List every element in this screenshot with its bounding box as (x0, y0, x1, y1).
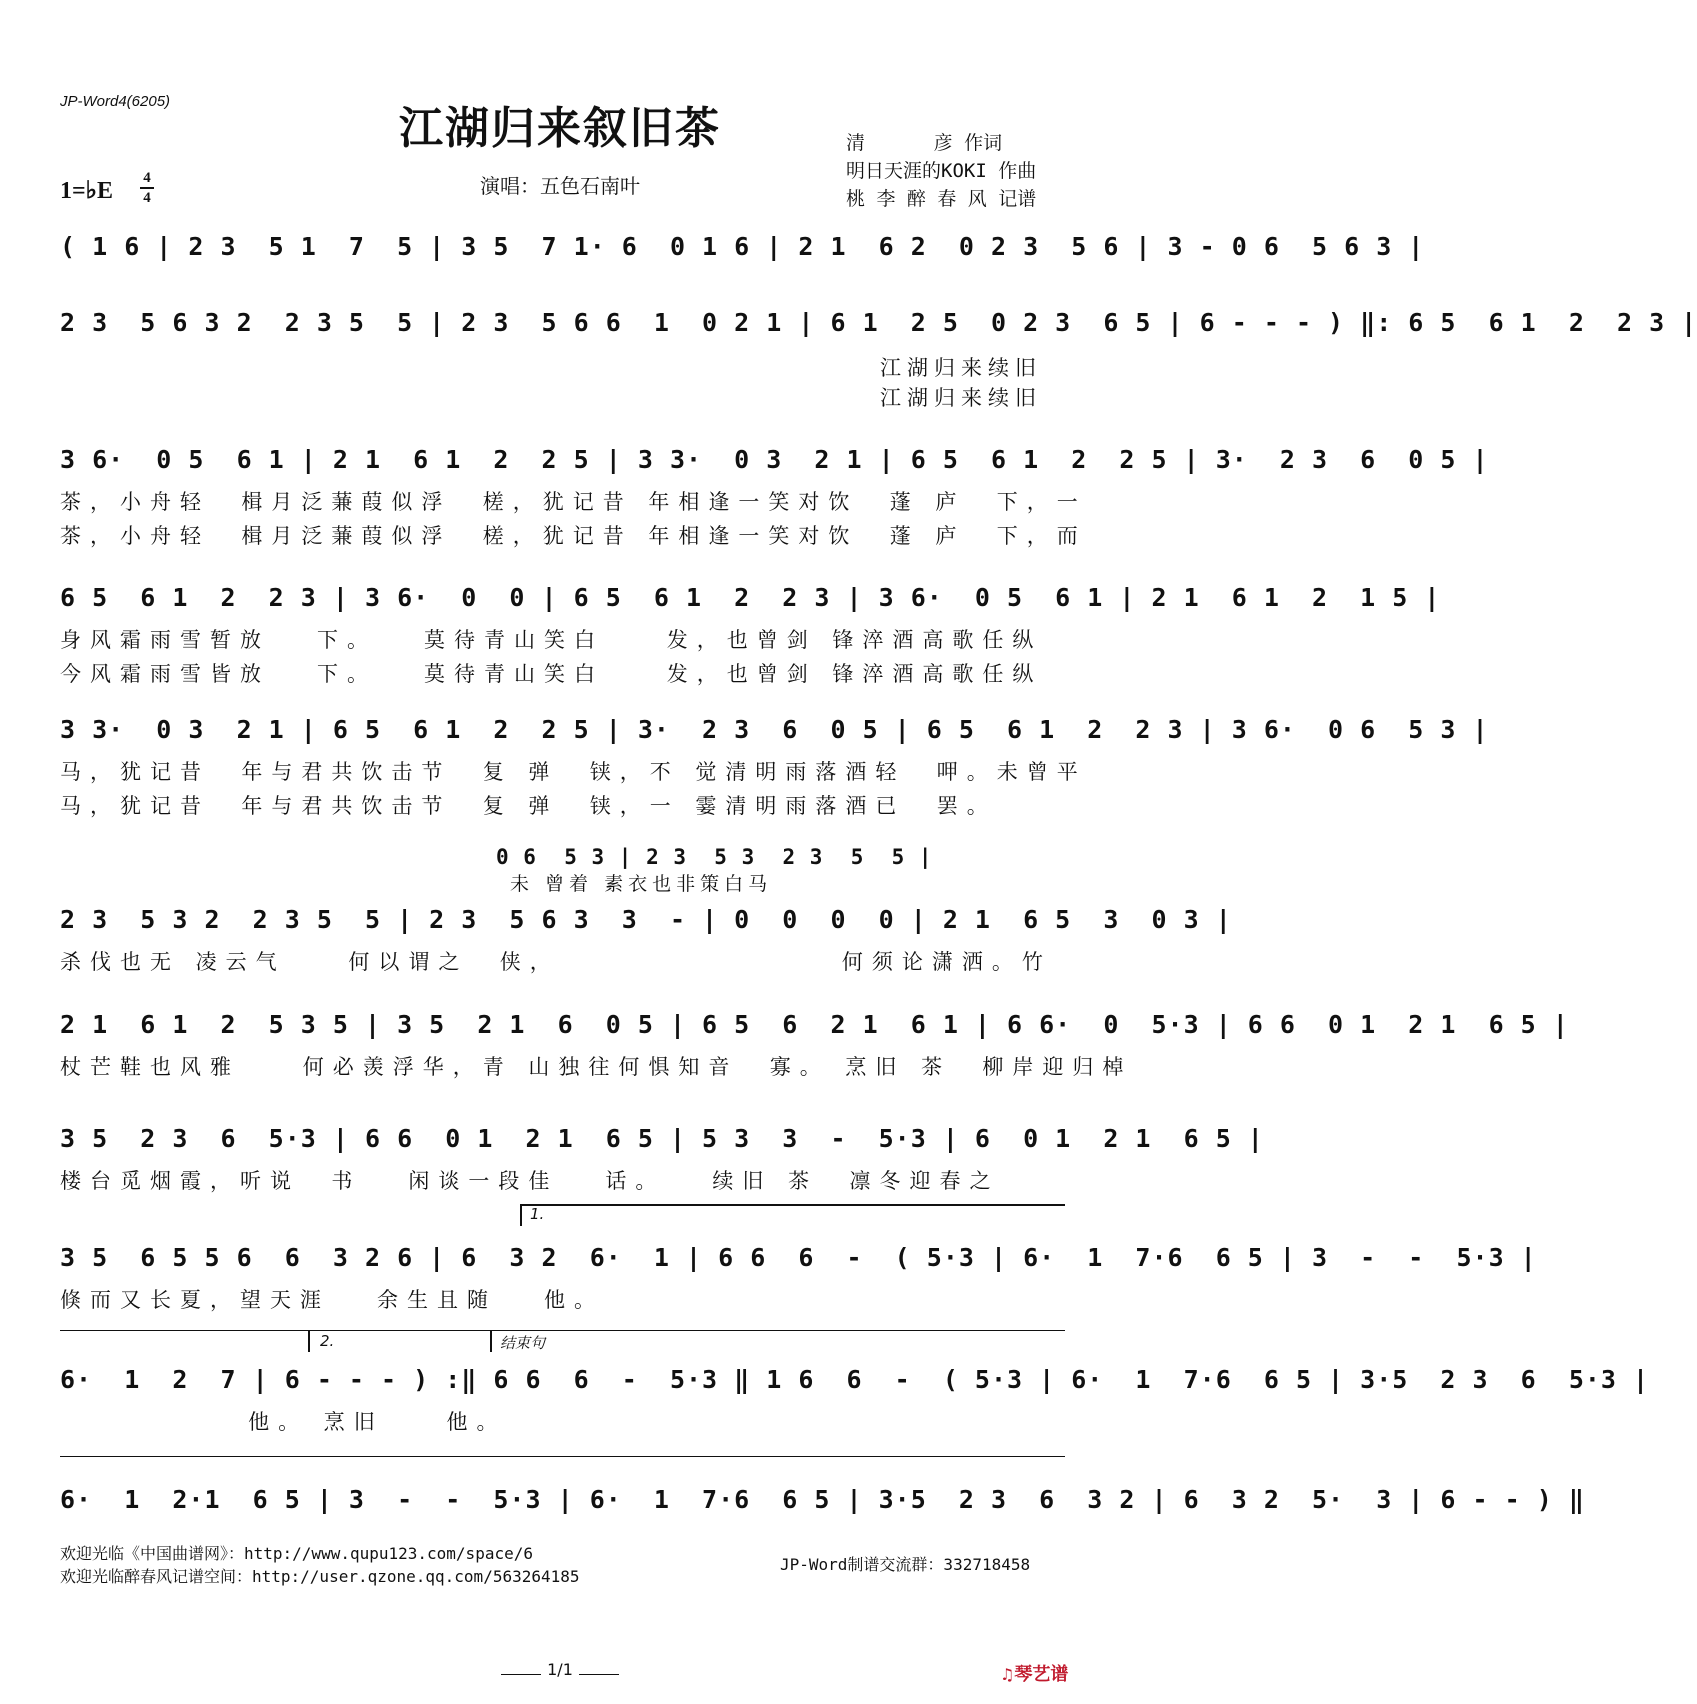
transcriber-credit: 桃 李 醉 春 风 记谱 (846, 188, 1037, 210)
lyric-verse-2: 江湖归来续旧 (880, 386, 1042, 410)
credits-block (846, 129, 1036, 213)
qzone-link[interactable]: 欢迎光临醉春风记谱空间：http://user.qzone.qq.com/563264185 (60, 1567, 580, 1586)
volta-2-bracket-start (308, 1330, 310, 1352)
ossia-staff (496, 845, 933, 896)
key-signature: 1=♭E (60, 178, 114, 204)
score-system-7 (60, 1010, 1569, 1081)
logo-text: 琴艺谱 (1014, 1664, 1069, 1685)
notation-line: 3 5 6 5 5 6 6 3 2 6 | 6 3 2 6· 1 | 6 6 6 - ( 5·3 | 6· 1 7·6 6 5 | 3 - - 5·3 | (60, 1243, 1537, 1272)
coda-line (60, 1456, 1065, 1457)
score-system-10 (60, 1365, 1650, 1436)
score-system-11 (60, 1485, 1585, 1514)
footer-links (60, 1542, 580, 1588)
score-system-8 (60, 1124, 1264, 1195)
volta-2-label: 2. (320, 1332, 335, 1350)
singer-credit: 演唱：五色石南叶 (480, 174, 640, 198)
ossia-notation: 0 6 5 3 | 2 3 5 3 2 3 5 5 | (496, 845, 933, 869)
notation-line: ( 1 6 | 2 3 5 1 7 5 | 3 5 7 1· 6 0 1 6 | 2 1 6 2 0 2 3 5 6 | 3 - 0 6 5 6 3 | (60, 232, 1425, 261)
lyric-verse-1: 楼台觅烟霞，听说 书 闲谈一段佳 话。 续旧 茶 凛冬迎春之 (60, 1169, 1000, 1193)
notation-line: 2 1 6 1 2 5 3 5 | 3 5 2 1 6 0 5 | 6 5 6 2 1 6 1 | 6 6· 0 5·3 | 6 6 0 1 2 1 6 5 | (60, 1010, 1569, 1039)
notation-line: 3 6· 0 5 6 1 | 2 1 6 1 2 2 5 | 3 3· 0 3 2 1 | 6 5 6 1 2 2 5 | 3· 2 3 6 0 5 | (60, 445, 1489, 474)
score-system-3 (60, 445, 1489, 550)
lyric-verse-1: 身风霜雨雪暂放 下。 莫待青山笑白 发，也曾剑 锋淬酒高歌任纵 (60, 628, 1043, 652)
time-signature-top: 4 (143, 170, 151, 186)
site-logo (1000, 1660, 1068, 1686)
notation-line: 6 5 6 1 2 2 3 | 3 6· 0 0 | 6 5 6 1 2 2 3 | 3 6· 0 5 6 1 | 2 1 6 1 2 1 5 | (60, 583, 1441, 612)
lyric-verse-1: 马，犹记昔 年与君共饮击节 复 弹 铗，不 觉清明雨落酒轻 呷。未曾平 (60, 760, 1087, 784)
lyric-verse-1: 茶，小舟轻 楫月泛蒹葭似浮 槎，犹记昔 年相逢一笑对饮 蓬 庐 下，一 (60, 490, 1087, 514)
lyric-verse-1: 倏而又长夏，望天涯 余生且随 他。 (60, 1288, 605, 1312)
logo-icon: ♫ (1000, 1665, 1015, 1684)
lyric-verse-1: 他。 烹旧 他。 (60, 1410, 507, 1434)
lyricist-credit: 清 彦 作词 (846, 132, 1003, 154)
page-number-text: 1/1 (547, 1660, 573, 1679)
ending-label: 结束句 (500, 1334, 546, 1352)
notation-line: 6· 1 2·1 6 5 | 3 - - 5·3 | 6· 1 7·6 6 5 | 3·5 2 3 6 3 2 | 6 3 2 5· 3 | 6 - - ) ‖ (60, 1485, 1585, 1514)
score-system-2 (60, 308, 1697, 410)
ending-bracket-start (490, 1330, 492, 1352)
volta-line (60, 1330, 1065, 1331)
software-label: JP-Word4(6205) (60, 93, 171, 110)
song-title: 江湖归来叙旧茶 (399, 103, 721, 154)
lyric-verse-1: 杖芒鞋也风雅 何必羡浮华，青 山独往何惧知音 寡。 烹旧 茶 柳岸迎归棹 (60, 1055, 1133, 1079)
composer-credit: 明日天涯的KOKI 作曲 (846, 160, 1037, 182)
volta-1-bracket-start (520, 1204, 522, 1226)
score-system-6 (60, 905, 1232, 976)
notation-line: 2 3 5 6 3 2 2 3 5 5 | 2 3 5 6 6 1 0 2 1 | 6 1 2 5 0 2 3 6 5 | 6 - - - ) ‖: 6 5 6 1 2 2 3 | (60, 308, 1697, 337)
time-signature-bottom: 4 (143, 190, 151, 206)
lyric-verse-2: 今风霜雨雪皆放 下。 莫待青山笑白 发，也曾剑 锋淬酒高歌任纵 (60, 662, 1043, 686)
score-system-5 (60, 715, 1489, 820)
lyric-verse-1: 江湖归来续旧 (880, 356, 1042, 380)
score-system-4 (60, 583, 1441, 688)
chat-group-info: JP-Word制谱交流群：332718458 (780, 1555, 1031, 1574)
notation-line: 6· 1 2 7 | 6 - - - ) :‖ 6 6 6 - 5·3 ‖ 1 6 6 - ( 5·3 | 6· 1 7·6 6 5 | 3·5 2 3 6 5·3 | (60, 1365, 1650, 1394)
score-system-1 (60, 232, 1425, 261)
lyric-verse-2: 马，犹记昔 年与君共饮击节 复 弹 铗，一 霎清明雨落酒已 罢。 (60, 794, 997, 818)
score-system-9 (60, 1243, 1537, 1314)
ossia-lyric: 未 曾着 素衣也非策白马 (510, 873, 773, 895)
notation-line: 3 5 2 3 6 5·3 | 6 6 0 1 2 1 6 5 | 5 3 3 - 5·3 | 6 0 1 2 1 6 5 | (60, 1124, 1264, 1153)
page-number (0, 1660, 1120, 1679)
notation-line: 2 3 5 3 2 2 3 5 5 | 2 3 5 6 3 3 - | 0 0 0 0 | 2 1 6 5 3 0 3 | (60, 905, 1232, 934)
lyric-verse-2: 茶，小舟轻 楫月泛蒹葭似浮 槎，犹记昔 年相逢一笑对饮 蓬 庐 下，而 (60, 524, 1087, 548)
lyric-verse-1: 杀伐也无 凌云气 何以谓之 侠， 何须论潇洒。竹 (60, 950, 1052, 974)
volta-1-bracket (520, 1204, 1065, 1206)
notation-line: 3 3· 0 3 2 1 | 6 5 6 1 2 2 5 | 3· 2 3 6 0 5 | 6 5 6 1 2 2 3 | 3 6· 0 6 5 3 | (60, 715, 1489, 744)
page-rule-right (579, 1674, 619, 1675)
website-link[interactable]: 欢迎光临《中国曲谱网》：http://www.qupu123.com/space/6 (60, 1544, 533, 1563)
volta-1-label: 1. (530, 1205, 545, 1223)
page-rule-left (501, 1674, 541, 1675)
